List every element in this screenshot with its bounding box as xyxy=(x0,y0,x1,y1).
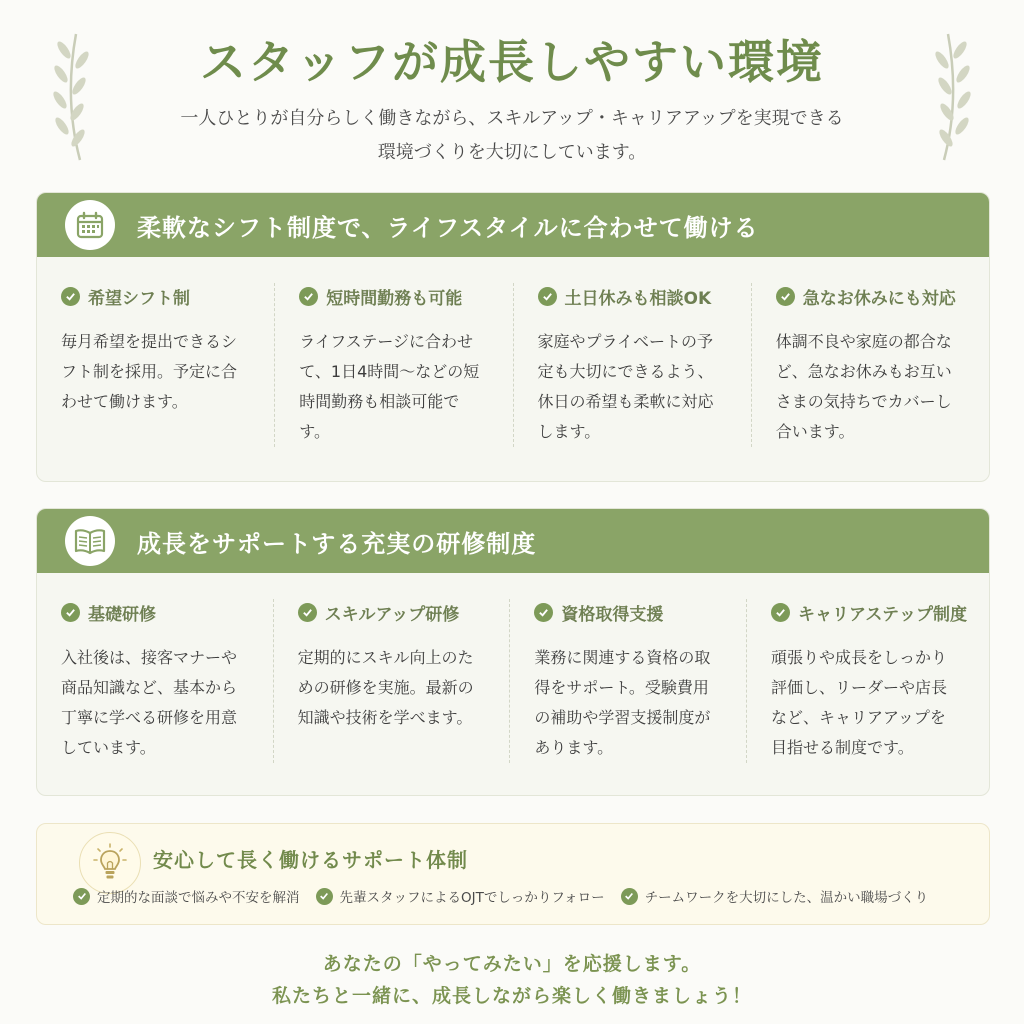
item-body: ライフステージに合わせて、1日4時間〜などの短時間勤務も相談可能です。 xyxy=(299,332,480,441)
check-icon xyxy=(776,287,795,306)
subtitle-line-1: 一人ひとりが自分らしく働きながら、スキルアップ・キャリアアップを実現できる xyxy=(180,108,844,129)
check-icon xyxy=(534,603,553,622)
check-icon xyxy=(316,888,333,905)
lightbulb-icon xyxy=(79,832,141,894)
subtitle-line-2: 環境づくりを大切にしています。 xyxy=(377,142,647,163)
training-item xyxy=(273,599,510,763)
training-section xyxy=(36,508,990,796)
shift-item xyxy=(751,283,989,447)
support-item-label: 定期的な面談で悩みや不安を解消 xyxy=(97,890,300,906)
support-box xyxy=(36,823,990,925)
support-item xyxy=(621,886,929,906)
support-item-label: チームワークを大切にした、温かい職場づくり xyxy=(644,890,929,906)
item-title: キャリアステップ制度 xyxy=(798,604,967,625)
item-body: 業務に関連する資格の取得をサポート。受験費用の補助や学習支援制度があります。 xyxy=(534,648,711,757)
training-section-title: 成長をサポートする充実の研修制度 xyxy=(137,529,537,558)
item-title: 土日休みも相談OK xyxy=(564,288,712,309)
item-title: 短時間勤務も可能 xyxy=(326,288,463,309)
item-title: 希望シフト制 xyxy=(88,288,190,309)
check-icon xyxy=(771,603,790,622)
shift-section-header xyxy=(37,193,989,257)
item-title: 資格取得支援 xyxy=(561,604,664,625)
item-body: 体調不良や家庭の都合など、急なお休みもお互いさまの気持ちでカバーし合います。 xyxy=(775,332,952,441)
item-body: 毎月希望を提出できるシフト制を採用。予定に合わせて働けます。 xyxy=(61,332,238,411)
support-item xyxy=(316,886,605,906)
support-item xyxy=(73,886,300,906)
item-title: スキルアップ研修 xyxy=(324,604,460,625)
check-icon xyxy=(61,603,80,622)
footer-line-2: 私たちと一緒に、成長しながら楽しく働きましょう！ xyxy=(271,985,752,1007)
training-section-header xyxy=(37,509,989,573)
shift-section-title: 柔軟なシフト制度で、ライフスタイルに合わせて働ける xyxy=(137,213,759,242)
item-body: 頑張りや成長をしっかり評価し、リーダーや店長など、キャリアアップを目指せる制度です。 xyxy=(771,648,948,757)
support-list xyxy=(73,886,928,906)
check-icon xyxy=(621,888,638,905)
book-icon xyxy=(65,516,115,566)
page-subtitle xyxy=(0,102,1024,170)
check-icon xyxy=(73,888,90,905)
support-item-label: 先輩スタッフによるOJTでしっかりフォロー xyxy=(339,890,605,906)
shift-section xyxy=(36,192,990,482)
check-icon xyxy=(61,287,80,306)
footer-line-1: あなたの「やってみたい」を応援します。 xyxy=(322,953,702,975)
item-title: 基礎研修 xyxy=(88,604,156,625)
check-icon xyxy=(299,287,318,306)
training-item xyxy=(746,599,989,763)
item-body: 家庭やプライベートの予定も大切にできるよう、休日の希望も柔軟に対応します。 xyxy=(537,332,714,441)
training-item xyxy=(37,599,273,763)
page-title: スタッフが成長しやすい環境 xyxy=(200,35,824,89)
shift-item xyxy=(513,283,751,447)
shift-item xyxy=(37,283,274,447)
item-title: 急なお休みにも対応 xyxy=(802,288,956,309)
shift-item xyxy=(274,283,512,447)
training-item xyxy=(509,599,746,763)
support-title: 安心して長く働けるサポート体制 xyxy=(153,848,468,872)
item-body: 入社後は、接客マナーや商品知識など、基本から丁寧に学べる研修を用意しています。 xyxy=(61,648,238,757)
calendar-icon xyxy=(65,200,115,250)
check-icon xyxy=(298,603,317,622)
footer-message xyxy=(0,948,1024,1012)
check-icon xyxy=(538,287,557,306)
item-body: 定期的にスキル向上のための研修を実施。最新の知識や技術を学べます。 xyxy=(297,648,474,727)
page-header xyxy=(0,30,1024,170)
